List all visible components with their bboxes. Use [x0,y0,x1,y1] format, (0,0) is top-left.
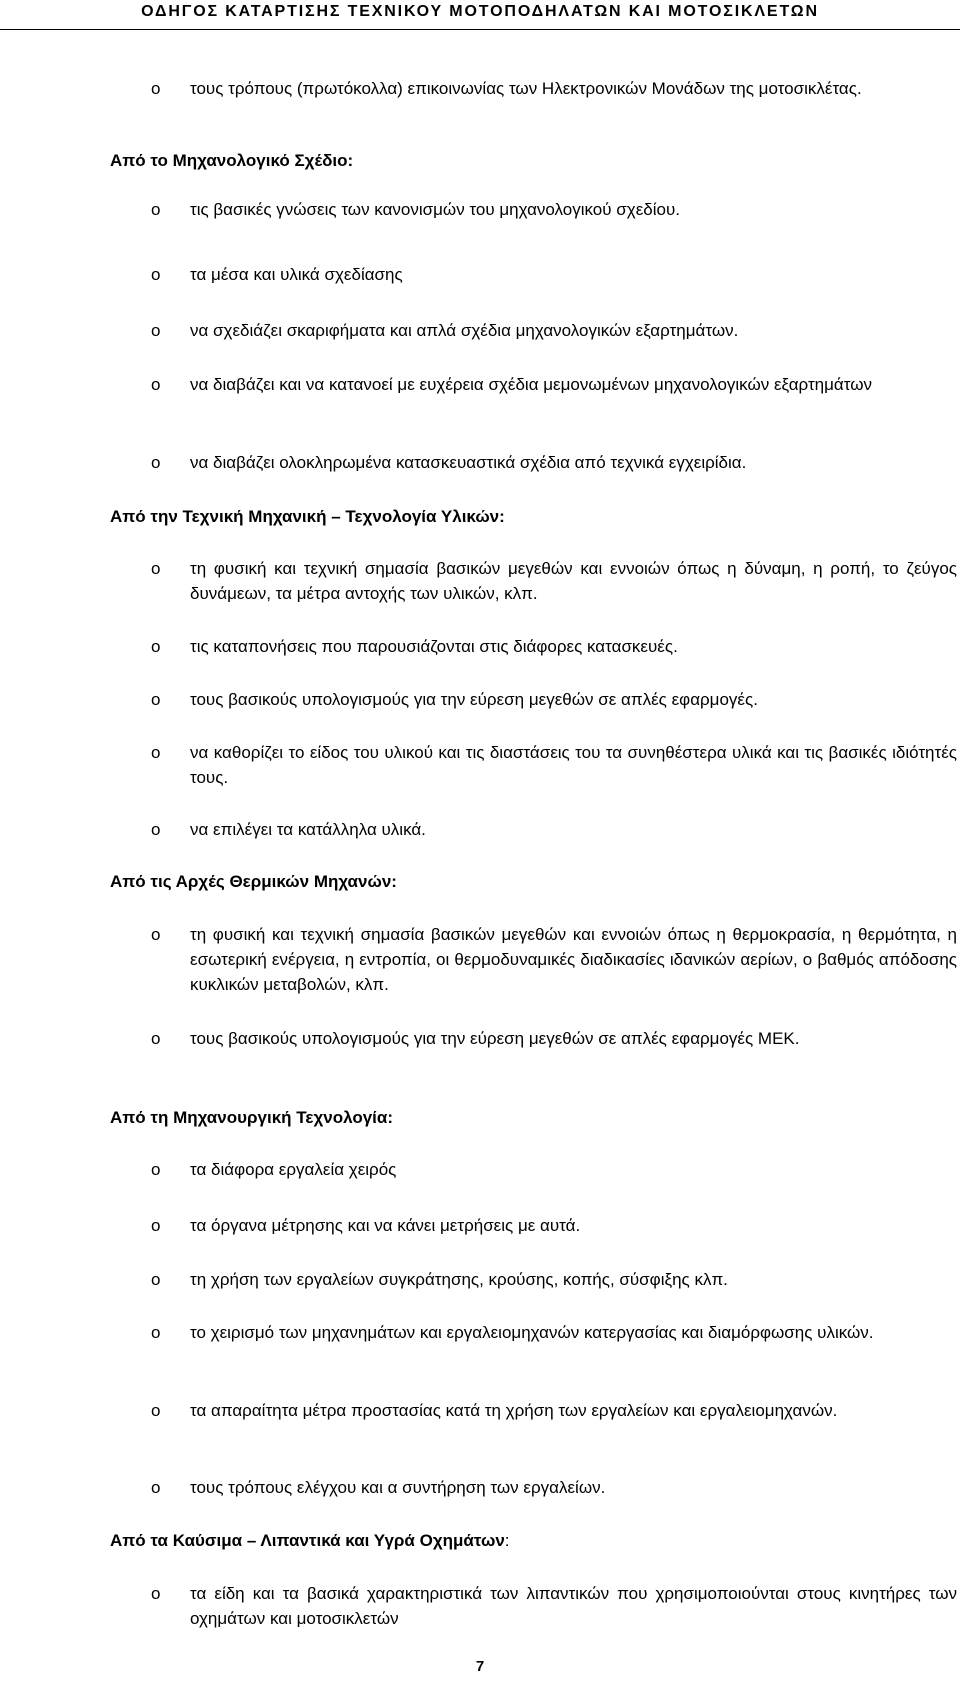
section-heading: Από το Μηχανολογικό Σχέδιο: [110,151,354,170]
header-divider [0,29,960,30]
list-item: τους τρόπους (πρωτόκολλα) επικοινωνίας των Ηλεκτρονικών Μονάδων της μοτοσικλέτας. [190,79,862,98]
bullet-marker: o [151,690,161,709]
list-item: τη φυσική και τεχνική σημασία βασικών μεγεθών και εννοιών όπως η δύναμη, η ροπή, το ζεύγος δυνάμεων, τα μέτρα αντοχής των υλικών, κλπ. [190,559,957,603]
list-item: τα μέσα και υλικά σχεδίασης [190,265,403,284]
bullet-marker: o [151,1323,161,1342]
bullet-marker: o [151,743,161,762]
section-heading: Από την Τεχνική Μηχανική – Τεχνολογία Υλικών: [110,507,505,526]
list-item: τους τρόπους ελέγχου και α συντήρηση των εργαλείων. [190,1478,606,1497]
section-heading [110,1528,510,1553]
section-heading: Από τις Αρχές Θερμικών Μηχανών: [110,872,397,891]
bullet-marker: o [151,1401,161,1420]
document-title: ΟΔΗΓΟΣ ΚΑΤΑΡΤΙΣΗΣ ΤΕΧΝΙΚΟΥ ΜΟΤΟΠΟΔΗΛΑΤΩΝ ΚΑΙ ΜΟΤΟΣΙΚΛΕΤΩΝ [141,3,819,20]
bullet-marker: o [151,265,161,284]
bullet-marker: o [151,1216,161,1235]
page-number: 7 [475,1658,485,1675]
bullet-marker: o [151,453,161,472]
list-item: τις καταπονήσεις που παρουσιάζονται στις διάφορες κατασκευές. [190,637,678,656]
list-item: τις βασικές γνώσεις των κανονισμών του μηχανολογικού σχεδίου. [190,200,680,219]
list-item: τα διάφορα εργαλεία χειρός [190,1160,397,1179]
list-item: τη χρήση των εργαλείων συγκράτησης, κρούσης, κοπής, σύσφιξης κλπ. [190,1270,728,1289]
list-item: να καθορίζει το είδος του υλικού και τις διαστάσεις του τα συνηθέστερα υλικά και τις βασικές ιδιότητές τους. [190,743,957,787]
page-header [0,0,960,30]
list-item: τα είδη και τα βασικά χαρακτηριστικά των λιπαντικών που χρησιμοποιούνται στους κινητήρες των οχημάτων και μοτοσικλετών [190,1584,957,1628]
bullet-marker: o [151,637,161,656]
bullet-marker: o [151,1160,161,1179]
bullet-marker: o [151,375,161,394]
bullet-marker: o [151,200,161,219]
section-heading-text: Από τα Καύσιμα – Λιπαντικά και Υγρά Οχημάτων [110,1531,505,1550]
bullet-marker: o [151,559,161,578]
section-heading-colon: : [504,1531,510,1550]
bullet-marker: o [151,79,161,98]
list-item: το χειρισμό των μηχανημάτων και εργαλειομηχανών κατεργασίας και διαμόρφωσης υλικών. [190,1323,874,1342]
list-item: να επιλέγει τα κατάλληλα υλικά. [190,820,426,839]
section-heading: Από τη Μηχανουργική Τεχνολογία: [110,1108,394,1127]
list-item: να σχεδιάζει σκαριφήματα και απλά σχέδια μηχανολογικών εξαρτημάτων. [190,321,739,340]
bullet-marker: o [151,1029,161,1048]
bullet-marker: o [151,321,161,340]
list-item: να διαβάζει ολοκληρωμένα κατασκευαστικά σχέδια από τεχνικά εγχειρίδια. [190,453,747,472]
list-item: τους βασικούς υπολογισμούς για την εύρεση μεγεθών σε απλές εφαρμογές. [190,690,758,709]
list-item: τους βασικούς υπολογισμούς για την εύρεση μεγεθών σε απλές εφαρμογές ΜΕΚ. [190,1029,800,1048]
bullet-marker: o [151,1270,161,1289]
bullet-marker: o [151,1478,161,1497]
list-item: τα όργανα μέτρησης και να κάνει μετρήσεις με αυτά. [190,1216,581,1235]
bullet-marker: o [151,820,161,839]
bullet-marker: o [151,925,161,944]
list-item: να διαβάζει και να κατανοεί με ευχέρεια σχέδια μεμονωμένων μηχανολογικών εξαρτημάτων [190,375,873,394]
list-item: τη φυσική και τεχνική σημασία βασικών μεγεθών και εννοιών όπως η θερμοκρασία, η θερμότητα, η εσωτερική ενέργεια, η εντροπία, οι θερμοδυναμικές διαδικασίες ιδανικών αερίων, ο βαθμός απόδοσης κυκλικών μεταβολών, κλπ. [190,925,957,994]
bullet-marker: o [151,1584,161,1603]
list-item: τα απαραίτητα μέτρα προστασίας κατά τη χρήση των εργαλείων και εργαλειομηχανών. [190,1401,838,1420]
